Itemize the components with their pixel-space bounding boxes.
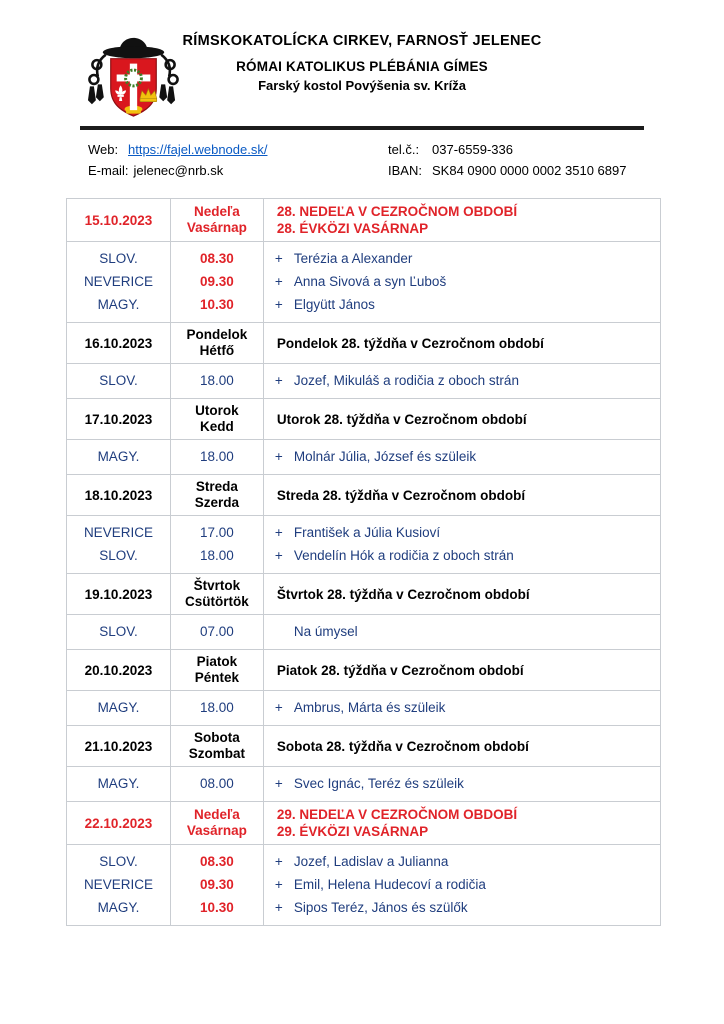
day-name-line: Szombat [188, 746, 245, 761]
day-name-cell [170, 726, 263, 767]
email-line [88, 160, 267, 181]
location-line: NEVERICE [83, 274, 153, 289]
time-line: 18.00 [199, 700, 234, 715]
intention-text: Svec Ignác, Teréz és szüleik [293, 776, 464, 791]
day-name-line: Szerda [194, 495, 240, 510]
day-name-cell [170, 399, 263, 440]
intention-cell [263, 845, 660, 926]
plus-sign: + [274, 297, 283, 312]
location-cell [67, 767, 171, 802]
intention-text: František a Júlia Kusioví [293, 525, 441, 540]
day-name-line: Pondelok [186, 327, 248, 342]
feast-cell [263, 199, 660, 242]
intention-line [264, 772, 660, 795]
time-cell [170, 767, 263, 802]
location-line: MAGY. [97, 900, 140, 915]
location-cell [67, 691, 171, 726]
day-name-cell [170, 475, 263, 516]
location-line: SLOV. [99, 373, 138, 388]
mass-schedule [66, 198, 661, 926]
date-cell [67, 726, 171, 767]
location-cell [67, 516, 171, 574]
schedule-mass-row [67, 440, 661, 475]
day-name-cell [170, 574, 263, 615]
feast-cell [263, 726, 660, 767]
date-text: 17.10.2023 [84, 411, 153, 427]
intention-line [264, 873, 660, 896]
schedule-mass-row [67, 767, 661, 802]
letterhead [0, 0, 724, 132]
day-name-line: Streda [195, 479, 238, 494]
intention-line [264, 544, 660, 567]
time-cell [170, 691, 263, 726]
day-name-line: Utorok [195, 403, 239, 418]
day-name-line: Sobota [194, 730, 240, 745]
day-name-line: Piatok [196, 654, 238, 669]
time-line: 18.00 [199, 548, 234, 563]
email-value: jelenec@nrb.sk [133, 163, 224, 178]
day-name-line: Péntek [194, 670, 240, 685]
plus-sign: + [274, 700, 283, 715]
schedule-day-row [67, 199, 661, 242]
time-cell [170, 845, 263, 926]
intention-line [264, 850, 660, 873]
schedule-mass-row [67, 691, 661, 726]
location-line: SLOV. [99, 624, 138, 639]
phone-line [388, 139, 626, 160]
feast-line: Utorok 28. týždňa v Cezročnom období [276, 411, 527, 427]
feast-cell [263, 802, 660, 845]
intention-line [264, 696, 660, 719]
date-text: 21.10.2023 [84, 738, 153, 754]
date-text: 19.10.2023 [84, 586, 153, 602]
time-line: 08.30 [199, 854, 234, 869]
schedule-mass-row [67, 615, 661, 650]
date-cell [67, 199, 171, 242]
schedule-day-row [67, 802, 661, 845]
parish-title-hungarian: RÓMAI KATOLIKUS PLÉBÁNIA GÍMES [236, 59, 488, 74]
location-line: MAGY. [97, 449, 140, 464]
feast-line: Sobota 28. týždňa v Cezročnom období [276, 738, 529, 754]
schedule-day-row [67, 399, 661, 440]
iban-label: IBAN: [388, 163, 422, 178]
plus-sign: + [274, 877, 283, 892]
day-name-line: Kedd [200, 419, 234, 434]
feast-line: 28. NEDEĽA V CEZROČNOM OBDOBÍ [276, 204, 518, 219]
time-line: 07.00 [199, 624, 234, 639]
intention-cell [263, 242, 660, 323]
intention-line [264, 521, 660, 544]
intention-text: Ambrus, Márta és szüleik [293, 700, 446, 715]
date-cell [67, 802, 171, 845]
date-cell [67, 475, 171, 516]
time-cell [170, 242, 263, 323]
intention-cell [263, 767, 660, 802]
location-line: SLOV. [99, 854, 138, 869]
plus-sign: + [274, 900, 283, 915]
day-name-line: Nedeľa [194, 204, 240, 219]
web-line [88, 139, 267, 160]
schedule-day-row [67, 574, 661, 615]
intention-text: Terézia a Alexander [293, 251, 413, 266]
location-line: MAGY. [97, 700, 140, 715]
intention-cell [263, 364, 660, 399]
phone-label: tel.č.: [388, 142, 420, 157]
parish-titles [0, 33, 724, 93]
date-text: 20.10.2023 [84, 662, 153, 678]
schedule-day-row [67, 650, 661, 691]
mass-schedule-table [66, 198, 661, 926]
feast-line: Štvrtok 28. týždňa v Cezročnom období [276, 586, 530, 602]
plus-sign: + [274, 449, 283, 464]
time-line: 10.30 [199, 297, 234, 312]
time-line: 08.30 [199, 251, 234, 266]
time-cell [170, 364, 263, 399]
intention-text: Jozef, Ladislav a Julianna [293, 854, 449, 869]
feast-cell [263, 650, 660, 691]
email-label: E-mail: [88, 163, 129, 178]
day-name-line: Vasárnap [186, 823, 247, 838]
phone-value: 037-6559-336 [432, 142, 513, 157]
feast-cell [263, 475, 660, 516]
feast-cell [263, 399, 660, 440]
date-text: 15.10.2023 [84, 212, 153, 228]
schedule-day-row [67, 726, 661, 767]
intention-line [264, 270, 660, 293]
plus-sign: + [274, 251, 283, 266]
plus-sign: + [274, 525, 283, 540]
date-text: 16.10.2023 [84, 335, 153, 351]
schedule-mass-row [67, 845, 661, 926]
intention-line [264, 247, 660, 270]
day-name-cell [170, 802, 263, 845]
location-line: NEVERICE [83, 525, 153, 540]
day-name-line: Hétfő [199, 343, 235, 358]
date-cell [67, 399, 171, 440]
time-line: 18.00 [199, 373, 234, 388]
time-line: 18.00 [199, 449, 234, 464]
schedule-table-body [67, 199, 661, 926]
intention-text: Na úmysel [293, 624, 358, 639]
feast-line: Streda 28. týždňa v Cezročnom období [276, 487, 526, 503]
intention-text: Vendelín Hók a rodičia z oboch strán [293, 548, 514, 563]
schedule-day-row [67, 323, 661, 364]
header-divider [80, 126, 644, 130]
time-cell [170, 615, 263, 650]
date-text: 22.10.2023 [84, 815, 153, 831]
location-cell [67, 440, 171, 475]
intention-line [264, 369, 660, 392]
website-link[interactable]: https://fajel.webnode.sk/ [128, 142, 268, 157]
location-line: SLOV. [99, 251, 138, 266]
parish-title-slovak: RÍMSKOKATOLÍCKA CIRKEV, FARNOSŤ JELENEC [182, 33, 542, 49]
intention-text: Anna Sivová a syn Ľuboš [293, 274, 447, 289]
intention-line [264, 896, 660, 919]
plus-sign: + [274, 373, 283, 388]
time-cell [170, 516, 263, 574]
location-cell [67, 242, 171, 323]
day-name-cell [170, 323, 263, 364]
time-line: 09.30 [199, 274, 234, 289]
feast-line: 29. NEDEĽA V CEZROČNOM OBDOBÍ [276, 807, 518, 822]
time-cell [170, 440, 263, 475]
intention-cell [263, 440, 660, 475]
intention-text: Jozef, Mikuláš a rodičia z oboch strán [293, 373, 519, 388]
feast-cell [263, 574, 660, 615]
iban-line [388, 160, 626, 181]
contact-left-column [88, 139, 267, 181]
plus-sign: + [274, 274, 283, 289]
intention-text: Molnár Júlia, József és szüleik [293, 449, 477, 464]
intention-text: Emil, Helena Hudecoví a rodičia [293, 877, 486, 892]
date-cell [67, 650, 171, 691]
time-line: 08.00 [199, 776, 234, 791]
day-name-line: Štvrtok [193, 578, 241, 593]
feast-cell [263, 323, 660, 364]
feast-line: Piatok 28. týždňa v Cezročnom období [276, 662, 524, 678]
plus-sign: + [274, 548, 283, 563]
intention-line [264, 293, 660, 316]
schedule-day-row [67, 475, 661, 516]
intention-text: Sipos Teréz, János és szülők [293, 900, 468, 915]
time-line: 09.30 [199, 877, 234, 892]
parish-church-name: Farský kostol Povýšenia sv. Kríža [258, 78, 466, 93]
contact-right-column [388, 139, 626, 181]
day-name-line: Nedeľa [194, 807, 240, 822]
location-cell [67, 845, 171, 926]
iban-value: SK84 0900 0000 0002 3510 6897 [432, 163, 627, 178]
intention-cell [263, 691, 660, 726]
plus-sign: + [274, 854, 283, 869]
location-line: MAGY. [97, 776, 140, 791]
intention-text: Elgyütt János [293, 297, 375, 312]
intention-cell [263, 615, 660, 650]
location-line: NEVERICE [83, 877, 153, 892]
plus-sign: + [274, 776, 283, 791]
schedule-mass-row [67, 516, 661, 574]
day-name-cell [170, 650, 263, 691]
schedule-mass-row [67, 242, 661, 323]
feast-line: 29. ÉVKÖZI VASÁRNAP [276, 824, 429, 839]
intention-line [264, 620, 660, 643]
time-line: 17.00 [199, 525, 234, 540]
feast-line: Pondelok 28. týždňa v Cezročnom období [276, 335, 544, 351]
location-cell [67, 615, 171, 650]
intention-cell [263, 516, 660, 574]
day-name-line: Vasárnap [186, 220, 247, 235]
web-label: Web: [88, 142, 119, 157]
intention-line [264, 445, 660, 468]
time-line: 10.30 [199, 900, 234, 915]
day-name-line: Csütörtök [185, 594, 249, 609]
date-text: 18.10.2023 [84, 487, 153, 503]
date-cell [67, 323, 171, 364]
location-line: SLOV. [99, 548, 138, 563]
date-cell [67, 574, 171, 615]
day-name-cell [170, 199, 263, 242]
location-cell [67, 364, 171, 399]
location-line: MAGY. [97, 297, 140, 312]
feast-line: 28. ÉVKÖZI VASÁRNAP [276, 221, 429, 236]
schedule-mass-row [67, 364, 661, 399]
